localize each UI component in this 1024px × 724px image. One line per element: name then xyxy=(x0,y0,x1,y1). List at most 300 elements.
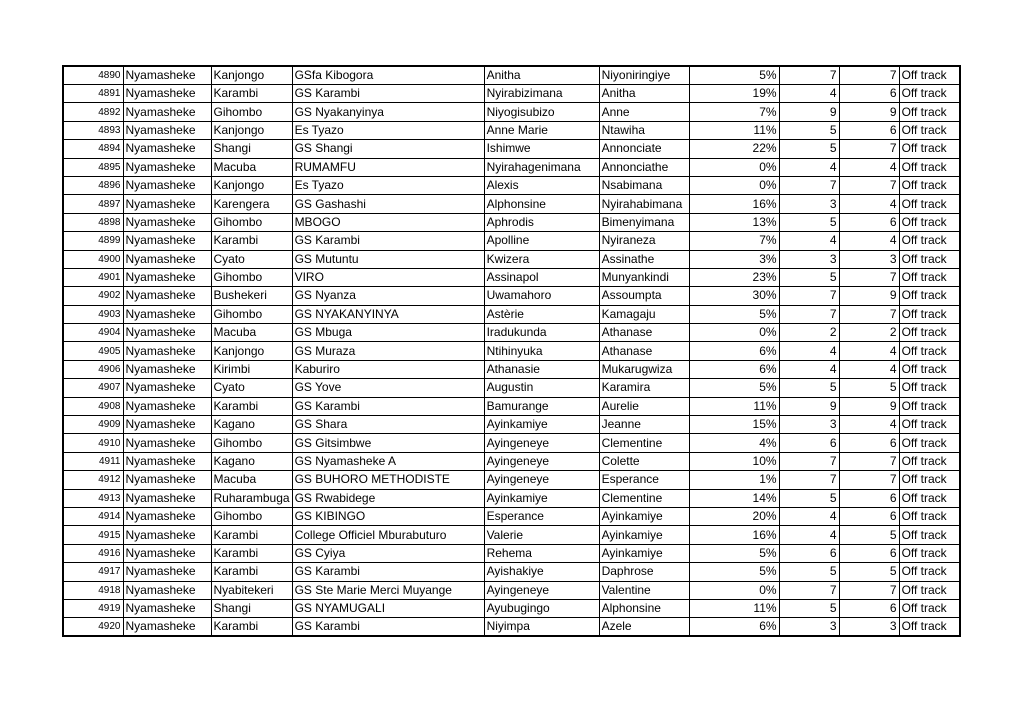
table-row xyxy=(63,305,960,323)
value-a-cell: 7 xyxy=(779,287,839,305)
sector-cell: Karambi xyxy=(211,397,292,415)
status-cell: Off track xyxy=(899,434,960,452)
first-name-cell: Anitha xyxy=(484,66,599,85)
last-name-cell: Niyoniringiye xyxy=(599,66,689,85)
last-name-cell: Aurelie xyxy=(599,397,689,415)
row-id-cell: 4911 xyxy=(63,452,123,470)
table-row xyxy=(63,434,960,452)
district-cell: Nyamasheke xyxy=(123,507,211,525)
school-cell: Es Tyazo xyxy=(292,121,484,139)
status-cell: Off track xyxy=(899,563,960,581)
row-id-cell: 4914 xyxy=(63,507,123,525)
table-row xyxy=(63,618,960,637)
row-id-cell: 4903 xyxy=(63,305,123,323)
percent-cell: 0% xyxy=(689,158,779,176)
last-name-cell: Ntawiha xyxy=(599,121,689,139)
value-a-cell: 4 xyxy=(779,232,839,250)
school-cell: GS Mutuntu xyxy=(292,250,484,268)
value-b-cell: 9 xyxy=(839,287,899,305)
table-body xyxy=(63,66,960,636)
school-cell: GS KIBINGO xyxy=(292,507,484,525)
first-name-cell: Ayingeneye xyxy=(484,434,599,452)
first-name-cell: Nyirabizimana xyxy=(484,85,599,103)
last-name-cell: Karamira xyxy=(599,379,689,397)
district-cell: Nyamasheke xyxy=(123,618,211,637)
row-id-cell: 4901 xyxy=(63,268,123,286)
table-row xyxy=(63,416,960,434)
first-name-cell: Valerie xyxy=(484,526,599,544)
percent-cell: 11% xyxy=(689,397,779,415)
school-cell: GS BUHORO METHODISTE xyxy=(292,471,484,489)
last-name-cell: Ayinkamiye xyxy=(599,526,689,544)
sector-cell: Gihombo xyxy=(211,507,292,525)
percent-cell: 22% xyxy=(689,140,779,158)
status-cell: Off track xyxy=(899,268,960,286)
status-cell: Off track xyxy=(899,544,960,562)
table-row xyxy=(63,452,960,470)
percent-cell: 11% xyxy=(689,599,779,617)
value-b-cell: 6 xyxy=(839,544,899,562)
table-row xyxy=(63,121,960,139)
value-a-cell: 7 xyxy=(779,66,839,85)
school-cell: RUMAMFU xyxy=(292,158,484,176)
first-name-cell: Ntihinyuka xyxy=(484,342,599,360)
percent-cell: 3% xyxy=(689,250,779,268)
first-name-cell: Alphonsine xyxy=(484,195,599,213)
table-row xyxy=(63,489,960,507)
value-a-cell: 3 xyxy=(779,618,839,637)
row-id-cell: 4893 xyxy=(63,121,123,139)
district-cell: Nyamasheke xyxy=(123,213,211,231)
last-name-cell: Kamagaju xyxy=(599,305,689,323)
table-row xyxy=(63,471,960,489)
first-name-cell: Kwizera xyxy=(484,250,599,268)
sector-cell: Karambi xyxy=(211,544,292,562)
table-row xyxy=(63,103,960,121)
table-row xyxy=(63,526,960,544)
status-cell: Off track xyxy=(899,599,960,617)
value-b-cell: 4 xyxy=(839,360,899,378)
sector-cell: Macuba xyxy=(211,471,292,489)
district-cell: Nyamasheke xyxy=(123,250,211,268)
table-row xyxy=(63,66,960,85)
last-name-cell: Assinathe xyxy=(599,250,689,268)
status-cell: Off track xyxy=(899,305,960,323)
sector-cell: Gihombo xyxy=(211,305,292,323)
status-cell: Off track xyxy=(899,158,960,176)
row-id-cell: 4906 xyxy=(63,360,123,378)
status-cell: Off track xyxy=(899,287,960,305)
value-a-cell: 6 xyxy=(779,434,839,452)
status-cell: Off track xyxy=(899,489,960,507)
value-b-cell: 5 xyxy=(839,563,899,581)
district-cell: Nyamasheke xyxy=(123,176,211,194)
first-name-cell: Astèrie xyxy=(484,305,599,323)
sector-cell: Shangi xyxy=(211,599,292,617)
last-name-cell: Azele xyxy=(599,618,689,637)
value-a-cell: 6 xyxy=(779,544,839,562)
table-row xyxy=(63,342,960,360)
district-cell: Nyamasheke xyxy=(123,581,211,599)
table-row xyxy=(63,563,960,581)
value-a-cell: 4 xyxy=(779,526,839,544)
first-name-cell: Assinapol xyxy=(484,268,599,286)
last-name-cell: Nyirahabimana xyxy=(599,195,689,213)
status-cell: Off track xyxy=(899,250,960,268)
table-row xyxy=(63,360,960,378)
table-row xyxy=(63,544,960,562)
percent-cell: 7% xyxy=(689,103,779,121)
status-cell: Off track xyxy=(899,342,960,360)
sector-cell: Kanjongo xyxy=(211,342,292,360)
table-row xyxy=(63,507,960,525)
value-b-cell: 4 xyxy=(839,195,899,213)
value-b-cell: 4 xyxy=(839,342,899,360)
district-cell: Nyamasheke xyxy=(123,526,211,544)
sector-cell: Nyabitekeri xyxy=(211,581,292,599)
district-cell: Nyamasheke xyxy=(123,324,211,342)
row-id-cell: 4920 xyxy=(63,618,123,637)
value-a-cell: 5 xyxy=(779,121,839,139)
school-cell: GS Karambi xyxy=(292,85,484,103)
table-row xyxy=(63,379,960,397)
status-cell: Off track xyxy=(899,416,960,434)
status-cell: Off track xyxy=(899,324,960,342)
row-id-cell: 4907 xyxy=(63,379,123,397)
district-cell: Nyamasheke xyxy=(123,471,211,489)
school-cell: Es Tyazo xyxy=(292,176,484,194)
percent-cell: 23% xyxy=(689,268,779,286)
table-row xyxy=(63,158,960,176)
first-name-cell: Uwamahoro xyxy=(484,287,599,305)
percent-cell: 11% xyxy=(689,121,779,139)
value-b-cell: 5 xyxy=(839,526,899,544)
percent-cell: 0% xyxy=(689,176,779,194)
percent-cell: 6% xyxy=(689,360,779,378)
status-cell: Off track xyxy=(899,581,960,599)
last-name-cell: Assoumpta xyxy=(599,287,689,305)
row-id-cell: 4890 xyxy=(63,66,123,85)
value-b-cell: 5 xyxy=(839,379,899,397)
row-id-cell: 4894 xyxy=(63,140,123,158)
percent-cell: 13% xyxy=(689,213,779,231)
status-cell: Off track xyxy=(899,176,960,194)
first-name-cell: Esperance xyxy=(484,507,599,525)
last-name-cell: Annonciate xyxy=(599,140,689,158)
last-name-cell: Clementine xyxy=(599,489,689,507)
first-name-cell: Ayingeneye xyxy=(484,452,599,470)
value-a-cell: 5 xyxy=(779,599,839,617)
last-name-cell: Anne xyxy=(599,103,689,121)
value-a-cell: 4 xyxy=(779,158,839,176)
table-row xyxy=(63,581,960,599)
district-cell: Nyamasheke xyxy=(123,360,211,378)
percent-cell: 0% xyxy=(689,324,779,342)
school-cell: GS Cyiya xyxy=(292,544,484,562)
value-b-cell: 9 xyxy=(839,103,899,121)
first-name-cell: Nyirahagenimana xyxy=(484,158,599,176)
row-id-cell: 4905 xyxy=(63,342,123,360)
row-id-cell: 4897 xyxy=(63,195,123,213)
last-name-cell: Ayinkamiye xyxy=(599,544,689,562)
sector-cell: Karambi xyxy=(211,232,292,250)
percent-cell: 15% xyxy=(689,416,779,434)
value-a-cell: 3 xyxy=(779,416,839,434)
sector-cell: Shangi xyxy=(211,140,292,158)
school-cell: GS Karambi xyxy=(292,618,484,637)
first-name-cell: Alexis xyxy=(484,176,599,194)
row-id-cell: 4909 xyxy=(63,416,123,434)
school-cell: GS NYAKANYINYA xyxy=(292,305,484,323)
percent-cell: 5% xyxy=(689,305,779,323)
row-id-cell: 4919 xyxy=(63,599,123,617)
value-a-cell: 4 xyxy=(779,507,839,525)
school-cell: GS Yove xyxy=(292,379,484,397)
percent-cell: 6% xyxy=(689,618,779,637)
value-b-cell: 2 xyxy=(839,324,899,342)
percent-cell: 0% xyxy=(689,581,779,599)
sector-cell: Karengera xyxy=(211,195,292,213)
sector-cell: Macuba xyxy=(211,158,292,176)
sector-cell: Gihombo xyxy=(211,434,292,452)
percent-cell: 1% xyxy=(689,471,779,489)
last-name-cell: Bimenyimana xyxy=(599,213,689,231)
value-a-cell: 7 xyxy=(779,176,839,194)
status-cell: Off track xyxy=(899,471,960,489)
school-cell: GS Shara xyxy=(292,416,484,434)
first-name-cell: Niyimpa xyxy=(484,618,599,637)
school-cell: GS Karambi xyxy=(292,563,484,581)
value-b-cell: 7 xyxy=(839,176,899,194)
status-cell: Off track xyxy=(899,232,960,250)
value-b-cell: 6 xyxy=(839,434,899,452)
percent-cell: 5% xyxy=(689,66,779,85)
value-a-cell: 4 xyxy=(779,342,839,360)
district-cell: Nyamasheke xyxy=(123,158,211,176)
district-cell: Nyamasheke xyxy=(123,563,211,581)
first-name-cell: Rehema xyxy=(484,544,599,562)
last-name-cell: Athanase xyxy=(599,342,689,360)
last-name-cell: Nsabimana xyxy=(599,176,689,194)
value-b-cell: 6 xyxy=(839,121,899,139)
value-b-cell: 7 xyxy=(839,66,899,85)
row-id-cell: 4899 xyxy=(63,232,123,250)
table-row xyxy=(63,324,960,342)
value-a-cell: 4 xyxy=(779,360,839,378)
school-cell: GS Mbuga xyxy=(292,324,484,342)
first-name-cell: Bamurange xyxy=(484,397,599,415)
district-cell: Nyamasheke xyxy=(123,452,211,470)
sector-cell: Gihombo xyxy=(211,213,292,231)
value-b-cell: 4 xyxy=(839,232,899,250)
percent-cell: 5% xyxy=(689,379,779,397)
sector-cell: Karambi xyxy=(211,85,292,103)
value-b-cell: 7 xyxy=(839,305,899,323)
value-a-cell: 5 xyxy=(779,213,839,231)
row-id-cell: 4895 xyxy=(63,158,123,176)
school-cell: GS Nyakanyinya xyxy=(292,103,484,121)
percent-cell: 5% xyxy=(689,563,779,581)
table-row xyxy=(63,232,960,250)
table-row xyxy=(63,397,960,415)
first-name-cell: Niyogisubizo xyxy=(484,103,599,121)
school-cell: GS Muraza xyxy=(292,342,484,360)
value-a-cell: 3 xyxy=(779,250,839,268)
value-a-cell: 2 xyxy=(779,324,839,342)
table-row xyxy=(63,176,960,194)
district-cell: Nyamasheke xyxy=(123,544,211,562)
school-cell: GS Shangi xyxy=(292,140,484,158)
sector-cell: Kanjongo xyxy=(211,121,292,139)
last-name-cell: Athanase xyxy=(599,324,689,342)
first-name-cell: Ayinkamiye xyxy=(484,489,599,507)
value-b-cell: 4 xyxy=(839,158,899,176)
sector-cell: Karambi xyxy=(211,563,292,581)
row-id-cell: 4904 xyxy=(63,324,123,342)
row-id-cell: 4913 xyxy=(63,489,123,507)
status-cell: Off track xyxy=(899,103,960,121)
last-name-cell: Annonciathe xyxy=(599,158,689,176)
sector-cell: Kirimbi xyxy=(211,360,292,378)
sector-cell: Ruharambuga xyxy=(211,489,292,507)
value-a-cell: 7 xyxy=(779,581,839,599)
first-name-cell: Ayinkamiye xyxy=(484,416,599,434)
school-cell: GS Nyanza xyxy=(292,287,484,305)
last-name-cell: Valentine xyxy=(599,581,689,599)
status-cell: Off track xyxy=(899,195,960,213)
school-cell: GSfa Kibogora xyxy=(292,66,484,85)
status-cell: Off track xyxy=(899,618,960,637)
table-row xyxy=(63,287,960,305)
district-cell: Nyamasheke xyxy=(123,121,211,139)
first-name-cell: Ishimwe xyxy=(484,140,599,158)
school-cell: GS Ste Marie Merci Muyange xyxy=(292,581,484,599)
first-name-cell: Ayingeneye xyxy=(484,471,599,489)
district-cell: Nyamasheke xyxy=(123,268,211,286)
row-id-cell: 4908 xyxy=(63,397,123,415)
sector-cell: Kanjongo xyxy=(211,66,292,85)
first-name-cell: Apolline xyxy=(484,232,599,250)
row-id-cell: 4916 xyxy=(63,544,123,562)
row-id-cell: 4900 xyxy=(63,250,123,268)
row-id-cell: 4902 xyxy=(63,287,123,305)
district-cell: Nyamasheke xyxy=(123,66,211,85)
percent-cell: 4% xyxy=(689,434,779,452)
status-cell: Off track xyxy=(899,66,960,85)
value-b-cell: 7 xyxy=(839,268,899,286)
district-cell: Nyamasheke xyxy=(123,342,211,360)
last-name-cell: Nyiraneza xyxy=(599,232,689,250)
percent-cell: 10% xyxy=(689,452,779,470)
sector-cell: Kanjongo xyxy=(211,176,292,194)
value-a-cell: 5 xyxy=(779,563,839,581)
value-b-cell: 6 xyxy=(839,599,899,617)
district-cell: Nyamasheke xyxy=(123,287,211,305)
row-id-cell: 4912 xyxy=(63,471,123,489)
last-name-cell: Esperance xyxy=(599,471,689,489)
district-cell: Nyamasheke xyxy=(123,416,211,434)
percent-cell: 14% xyxy=(689,489,779,507)
district-cell: Nyamasheke xyxy=(123,85,211,103)
last-name-cell: Alphonsine xyxy=(599,599,689,617)
value-b-cell: 6 xyxy=(839,507,899,525)
status-cell: Off track xyxy=(899,140,960,158)
status-cell: Off track xyxy=(899,507,960,525)
district-cell: Nyamasheke xyxy=(123,434,211,452)
status-cell: Off track xyxy=(899,452,960,470)
value-a-cell: 7 xyxy=(779,305,839,323)
sector-cell: Cyato xyxy=(211,250,292,268)
status-cell: Off track xyxy=(899,360,960,378)
percent-cell: 30% xyxy=(689,287,779,305)
value-a-cell: 5 xyxy=(779,379,839,397)
first-name-cell: Ayishakiye xyxy=(484,563,599,581)
district-cell: Nyamasheke xyxy=(123,397,211,415)
value-b-cell: 7 xyxy=(839,581,899,599)
school-cell: GS NYAMUGALI xyxy=(292,599,484,617)
district-cell: Nyamasheke xyxy=(123,140,211,158)
first-name-cell: Aphrodis xyxy=(484,213,599,231)
district-cell: Nyamasheke xyxy=(123,195,211,213)
row-id-cell: 4917 xyxy=(63,563,123,581)
table-row xyxy=(63,268,960,286)
sector-cell: Macuba xyxy=(211,324,292,342)
value-b-cell: 3 xyxy=(839,250,899,268)
value-a-cell: 5 xyxy=(779,140,839,158)
school-cell: VIRO xyxy=(292,268,484,286)
last-name-cell: Jeanne xyxy=(599,416,689,434)
school-cell: GS Gashashi xyxy=(292,195,484,213)
value-b-cell: 7 xyxy=(839,471,899,489)
school-cell: GS Rwabidege xyxy=(292,489,484,507)
value-a-cell: 5 xyxy=(779,268,839,286)
sector-cell: Gihombo xyxy=(211,268,292,286)
row-id-cell: 4910 xyxy=(63,434,123,452)
last-name-cell: Anitha xyxy=(599,85,689,103)
percent-cell: 7% xyxy=(689,232,779,250)
last-name-cell: Colette xyxy=(599,452,689,470)
first-name-cell: Iradukunda xyxy=(484,324,599,342)
value-b-cell: 6 xyxy=(839,213,899,231)
school-cell: GS Nyamasheke A xyxy=(292,452,484,470)
status-cell: Off track xyxy=(899,526,960,544)
sector-cell: Kagano xyxy=(211,452,292,470)
value-b-cell: 6 xyxy=(839,85,899,103)
sector-cell: Gihombo xyxy=(211,103,292,121)
status-cell: Off track xyxy=(899,121,960,139)
percent-cell: 19% xyxy=(689,85,779,103)
table-row xyxy=(63,85,960,103)
sector-cell: Bushekeri xyxy=(211,287,292,305)
first-name-cell: Ayingeneye xyxy=(484,581,599,599)
sector-cell: Karambi xyxy=(211,526,292,544)
percent-cell: 16% xyxy=(689,195,779,213)
value-a-cell: 5 xyxy=(779,489,839,507)
row-id-cell: 4915 xyxy=(63,526,123,544)
table-row xyxy=(63,250,960,268)
first-name-cell: Anne Marie xyxy=(484,121,599,139)
status-cell: Off track xyxy=(899,379,960,397)
percent-cell: 6% xyxy=(689,342,779,360)
table-row xyxy=(63,599,960,617)
value-a-cell: 4 xyxy=(779,85,839,103)
table-row xyxy=(63,213,960,231)
value-b-cell: 9 xyxy=(839,397,899,415)
district-cell: Nyamasheke xyxy=(123,103,211,121)
table-row xyxy=(63,195,960,213)
value-a-cell: 7 xyxy=(779,452,839,470)
row-id-cell: 4918 xyxy=(63,581,123,599)
